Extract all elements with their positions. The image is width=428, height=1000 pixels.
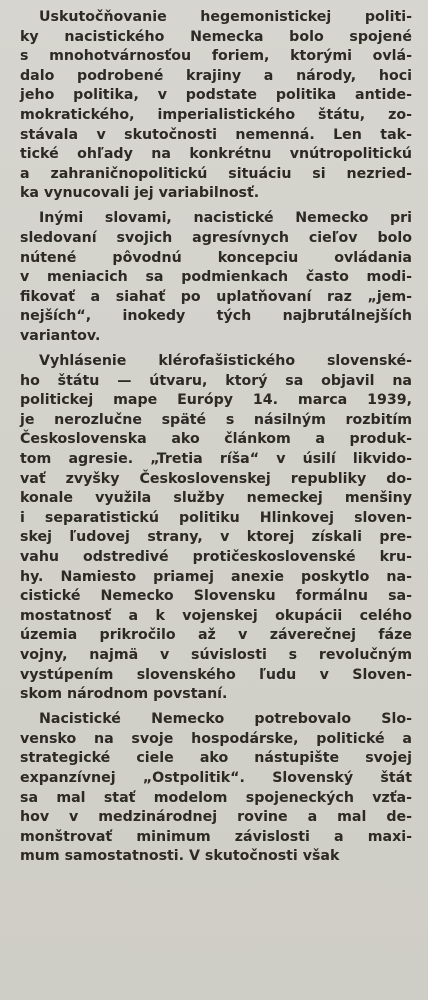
text-line: jeho politika, v podstate politika antide-: [20, 87, 412, 104]
text-line: i separatistickú politiku Hlinkovej sloven-: [20, 509, 412, 526]
text-line: Uskutočňovanie hegemonistickej politi-: [39, 9, 412, 25]
body-text: [20, 8, 412, 873]
paragraph: [20, 710, 412, 867]
text-line: mokratického, imperialistického štátu, zo-: [20, 106, 412, 123]
text-line: vystúpením slovenského ľudu v Sloven-: [20, 666, 412, 683]
text-line: sa mal stať modelom spojeneckých vzťa-: [20, 789, 412, 806]
text-line: vensko na svoje hospodárske, politické a: [20, 730, 412, 747]
paragraph: [20, 8, 412, 204]
text-line: strategické ciele ako nástupište svojej: [20, 750, 412, 767]
text-line: ky nacistického Nemecka bolo spojené: [20, 28, 412, 45]
text-line: vojny, najmä v súvislosti s revolučným: [20, 647, 412, 663]
text-line: mum samostatnosti. V skutočnosti však: [20, 848, 340, 865]
text-line: je nerozlučne späté s násilným rozbitím: [20, 411, 412, 428]
text-line: sledovaní svojich agresívnych cieľov bolo: [20, 230, 412, 247]
text-line: vahu odstredivé protičeskoslovenské kru-: [20, 549, 412, 566]
text-line: nejších“, inokedy tých najbrutálnejších: [20, 308, 412, 325]
text-line: vať zvyšky Československej republiky do-: [20, 470, 412, 487]
text-line: Nacistické Nemecko potrebovalo Slo-: [39, 711, 412, 728]
text-line: tom agresie. „Tretia ríša“ v úsilí likvido-: [20, 451, 412, 468]
text-line: ka vynucovali jej variabilnosť.: [20, 185, 260, 202]
text-line: nútené pôvodnú koncepciu ovládania: [20, 249, 412, 266]
text-line: konale využila služby nemeckej menšiny: [20, 490, 412, 507]
text-line: monštrovať minimum závislosti a maxi-: [20, 828, 412, 845]
text-line: skom národnom povstaní.: [20, 686, 228, 703]
paragraph: [20, 352, 412, 705]
text-line: Československa ako článkom a produk-: [20, 431, 412, 448]
text-line: mostatnosť a k vojenskej okupácii celého: [20, 607, 412, 624]
text-line: hy. Namiesto priamej anexie poskytlo na-: [20, 568, 412, 585]
text-line: variantov.: [20, 328, 101, 344]
text-line: skej ľudovej strany, v ktorej získali pre-: [20, 529, 412, 546]
text-line: dalo podrobené krajiny a národy, hoci: [20, 67, 412, 84]
text-line: s mnohotvárnosťou foriem, ktorými ovlá-: [20, 48, 412, 65]
text-line: fikovať a siahať po uplatňovaní raz „jem-: [20, 288, 412, 305]
paragraph: [20, 209, 412, 346]
text-line: územia prikročilo až v záverečnej fáze: [20, 627, 412, 644]
text-line: Inými slovami, nacistické Nemecko pri: [39, 210, 412, 227]
text-line: a zahraničnopolitickú situáciu si nezried-: [20, 165, 412, 182]
text-line: v meniacich sa podmienkach často modi-: [20, 269, 412, 286]
text-line: cistické Nemecko Slovensku formálnu sa-: [20, 588, 412, 605]
text-line: ho štátu — útvaru, ktorý sa objavil na: [20, 372, 412, 389]
text-line: expanzívnej „Ostpolitik“. Slovenský štát: [20, 770, 412, 787]
text-line: tické ohľady na konkrétnu vnútropolitickú: [20, 146, 412, 163]
text-line: stávala v skutočnosti nemenná. Len tak-: [20, 126, 412, 143]
text-line: hov v medzinárodnej rovine a mal de-: [20, 809, 412, 826]
text-line: politickej mape Európy 14. marca 1939,: [20, 392, 412, 409]
text-line: Vyhlásenie klérofašistického slovenské-: [39, 353, 412, 370]
